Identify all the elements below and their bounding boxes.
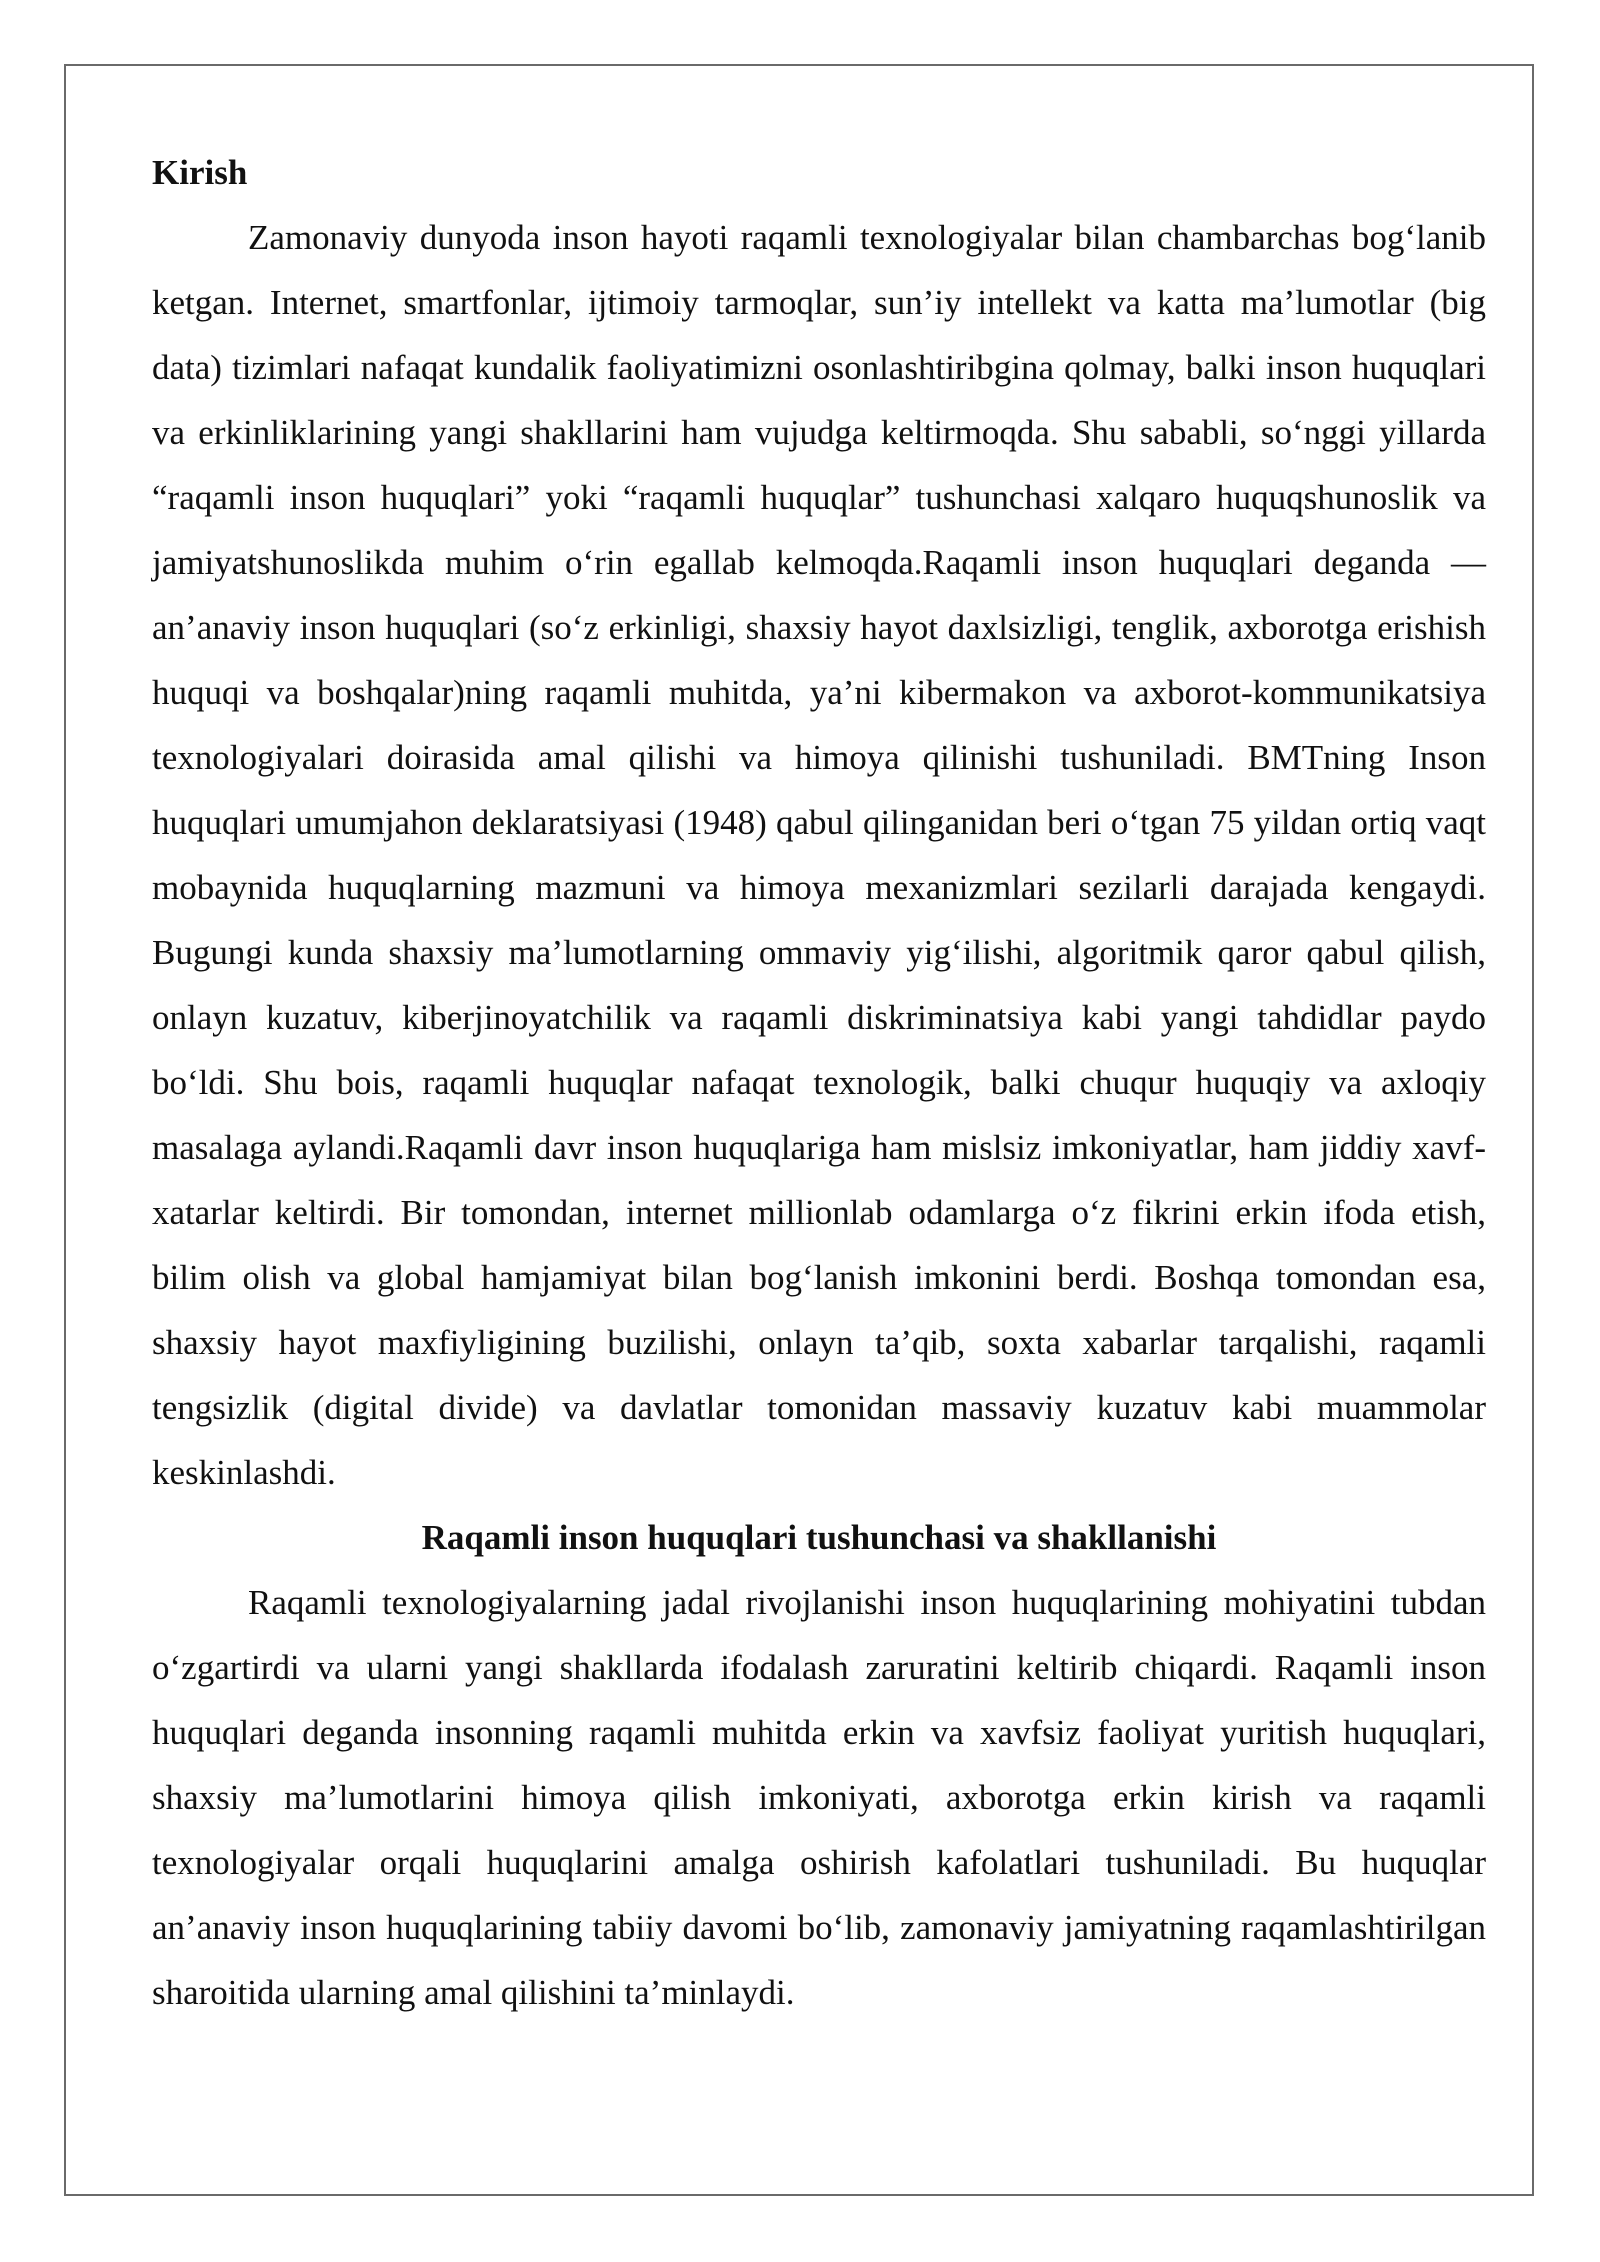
document-body	[152, 140, 1486, 2025]
section-paragraph: Raqamli texnologiyalarning jadal rivojlanishi inson huquqlarining mohiyatini tubdan o‘zgartirdi va ularni yangi shakllarda ifodalash zaruratini keltirib chiqardi. Raqamli inson huquqlari deganda insonning raqamli muhitda erkin va xavfsiz faoliyat yuritish huquqlari, shaxsiy ma’lumotlarini himoya qilish imkoniyati, axborotga erkin kirish va raqamli texnologiyalar orqali huquqlarini amalga oshirish kafolatlari tushuniladi. Bu huquqlar an’anaviy inson huquqlarining tabiiy davomi bo‘lib, zamonaviy jamiyatning raqamlashtirilgan sharoitida ularning amal qilishini ta’minlaydi.	[152, 1583, 1486, 2012]
section-heading: Raqamli inson huquqlari tushunchasi va shakllanishi	[421, 1518, 1217, 1557]
intro-heading: Kirish	[152, 153, 248, 192]
intro-paragraph: Zamonaviy dunyoda inson hayoti raqamli texnologiyalar bilan chambarchas bog‘lanib ketgan. Internet, smartfonlar, ijtimoiy tarmoqlar, sun’iy intellekt va katta ma’lumotlar (big data) tizimlari nafaqat kundalik faoliyatimizni osonlashtiribgina qolmay, balki inson huquqlari va erkinliklarining yangi shakllarini ham vujudga keltirmoqda. Shu sababli, so‘nggi yillarda “raqamli inson huquqlari” yoki “raqamli huquqlar” tushunchasi xalqaro huquqshunoslik va jamiyatshunoslikda muhim o‘rin egallab kelmoqda.Raqamli inson huquqlari deganda — an’anaviy inson huquqlari (so‘z erkinligi, shaxsiy hayot daxlsizligi, tenglik, axborotga erishish huquqi va boshqalar)ning raqamli muhitda, ya’ni kibermakon va axborot-kommunikatsiya texnologiyalari doirasida amal qilishi va himoya qilinishi tushuniladi. BMTning Inson huquqlari umumjahon deklaratsiyasi (1948) qabul qilinganidan beri o‘tgan 75 yildan ortiq vaqt mobaynida huquqlarning mazmuni va himoya mexanizmlari sezilarli darajada kengaydi. Bugungi kunda shaxsiy ma’lumotlarning ommaviy yig‘ilishi, algoritmik qaror qabul qilish, onlayn kuzatuv, kiberjinoyatchilik va raqamli diskriminatsiya kabi yangi tahdidlar paydo bo‘ldi. Shu bois, raqamli huquqlar nafaqat texnologik, balki chuqur huquqiy va axloqiy masalaga aylandi.Raqamli davr inson huquqlariga ham mislsiz imkoniyatlar, ham jiddiy xavf-xatarlar keltirdi. Bir tomondan, internet millionlab odamlarga o‘z fikrini erkin ifoda etish, bilim olish va global hamjamiyat bilan bog‘lanish imkonini berdi. Boshqa tomondan esa, shaxsiy hayot maxfiyligining buzilishi, onlayn ta’qib, soxta xabarlar tarqalishi, raqamli tengsizlik (digital divide) va davlatlar tomonidan massaviy kuzatuv kabi muammolar keskinlashdi.	[152, 218, 1486, 1492]
